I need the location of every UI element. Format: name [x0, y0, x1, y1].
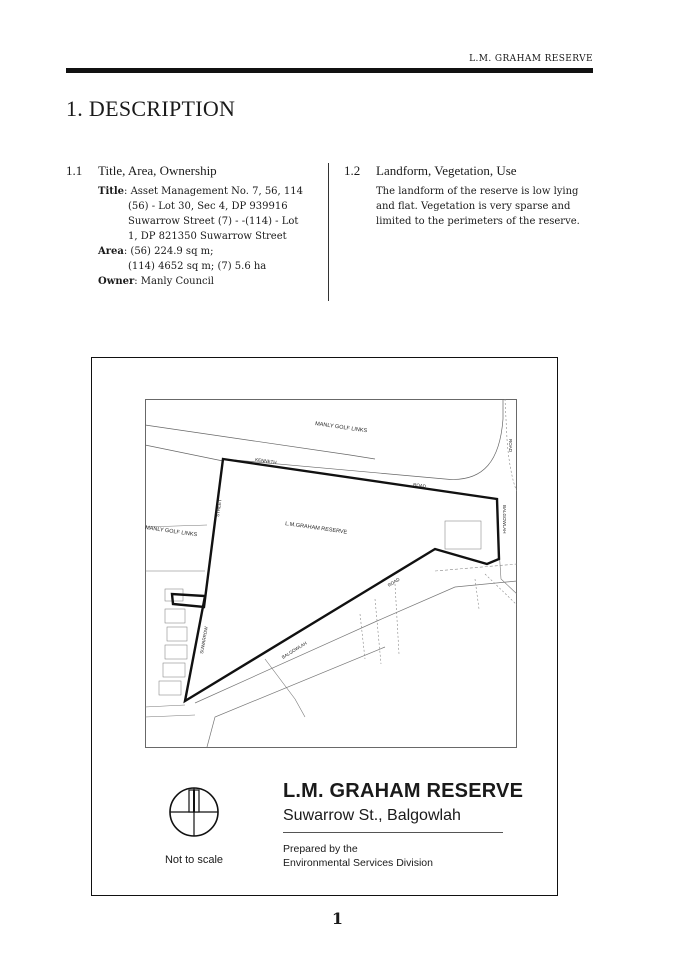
prepared-line: Prepared by the	[283, 843, 358, 855]
text-line: and flat. Vegetation is very sparse and	[376, 201, 571, 212]
section-number: 1.	[66, 96, 84, 121]
landform-column	[344, 163, 589, 229]
title-line: 1, DP 821350 Suwarrow Street	[128, 231, 287, 242]
owner-field	[66, 274, 328, 289]
figure-title: L.M. GRAHAM RESERVE	[283, 780, 524, 802]
map-label-reserve: L.M.GRAHAM RESERVE	[284, 521, 348, 536]
prepared-line: Environmental Services Division	[283, 857, 433, 869]
area-line: : (56) 224.9 sq m;	[123, 246, 214, 257]
map-label-suwarrow: SUWARROW	[199, 626, 209, 655]
text-line: The landform of the reserve is low lying	[376, 186, 579, 197]
subsection-number: 1.1	[66, 163, 83, 178]
map-label-balgowlah-diag: BALGOWLAH	[280, 640, 308, 660]
subsection-title: Landform, Vegetation, Use	[376, 163, 517, 178]
page-number: 1	[331, 909, 344, 928]
compass-icon	[164, 782, 224, 842]
map-label-road-right: ROAD	[508, 439, 513, 453]
header-rule	[66, 68, 593, 73]
map-label-golf-links-left: MANLY GOLF LINKS	[145, 525, 198, 539]
section-title	[66, 96, 235, 122]
map-label-balgowlah-right: BALGOWLAH	[502, 505, 507, 534]
owner-label: Owner	[98, 276, 135, 287]
title-line: : Asset Management No. 7, 56, 114	[124, 186, 303, 197]
map-label-golf-links-top: MANLY GOLF LINKS	[314, 421, 368, 435]
column-divider	[328, 163, 329, 301]
area-line: (114) 4652 sq m; (7) 5.6 ha	[128, 261, 267, 272]
subsection-title: Title, Area, Ownership	[98, 163, 217, 178]
figure-rule	[283, 832, 503, 833]
title-line: (56) - Lot 30, Sec 4, DP 939916	[128, 201, 288, 212]
title-area-ownership-column	[66, 163, 328, 289]
map-label-kenneth: KENNETH	[254, 457, 277, 465]
owner-value: : Manly Council	[134, 276, 214, 287]
subsection-number: 1.2	[344, 163, 361, 178]
subsection-heading-1-2	[344, 163, 589, 178]
title-label: Title	[98, 186, 125, 197]
map-label-street: STREET	[215, 498, 223, 518]
title-field	[66, 184, 328, 244]
map-label-road-diag: ROAD	[386, 576, 401, 588]
area-field	[66, 244, 328, 274]
scale-note: Not to scale	[164, 854, 224, 866]
site-map	[145, 399, 517, 748]
subsection-heading-1-1	[66, 163, 328, 178]
area-label: Area	[98, 246, 124, 257]
section-heading: DESCRIPTION	[88, 96, 236, 121]
title-line: Suwarrow Street (7) - -(114) - Lot	[128, 216, 299, 227]
prepared-by	[283, 842, 433, 870]
site-map-figure	[91, 357, 558, 896]
running-head: L.M. GRAHAM RESERVE	[469, 54, 593, 64]
text-line: limited to the perimeters of the reserve.	[376, 216, 580, 227]
map-label-road-top: ROAD	[412, 482, 427, 489]
figure-subtitle: Suwarrow St., Balgowlah	[283, 807, 461, 824]
landform-text	[344, 184, 589, 229]
